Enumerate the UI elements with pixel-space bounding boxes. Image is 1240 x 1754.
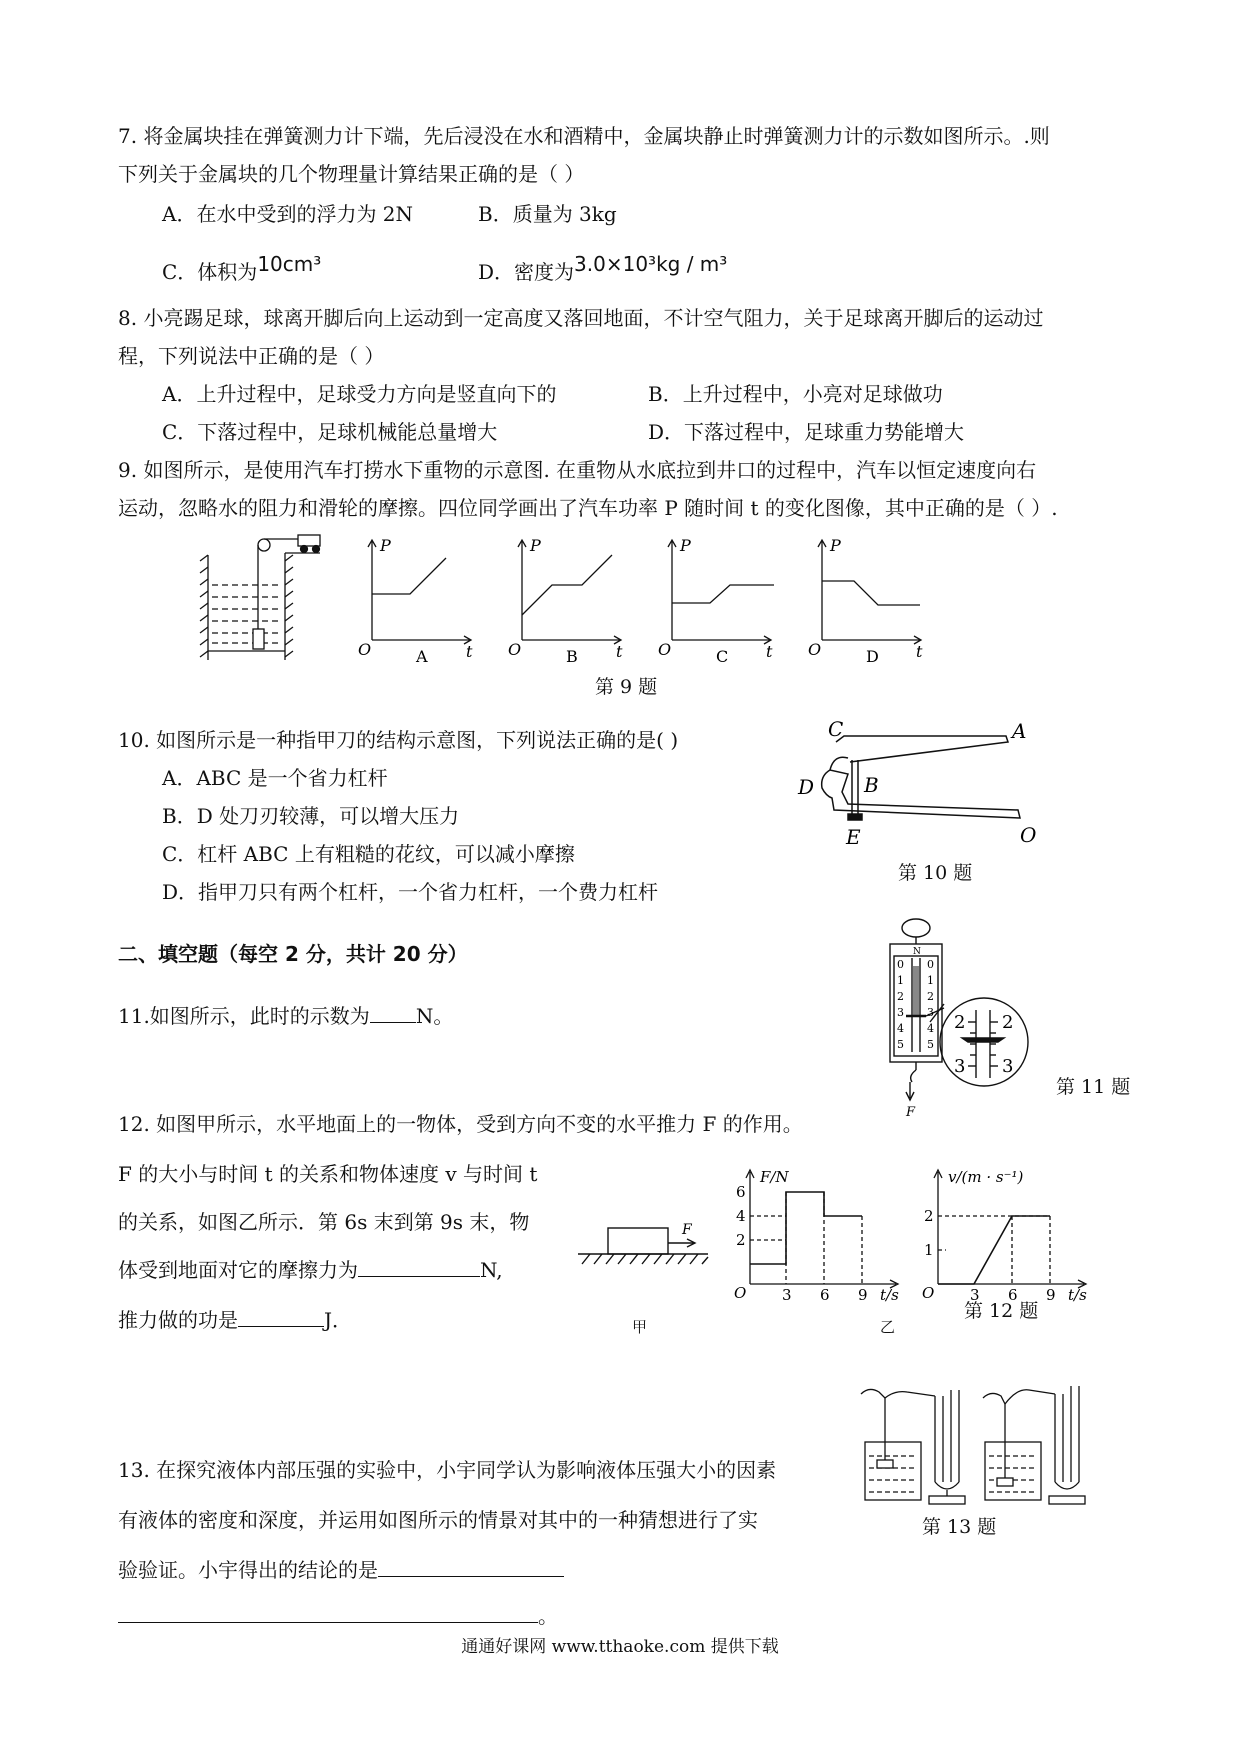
q9-graph-a — [358, 535, 478, 666]
q11-zoom-num-2-left: 2 — [954, 1012, 966, 1033]
q11-scale-num-r1: 1 — [927, 974, 934, 987]
q9-graph-d-t: t — [916, 642, 923, 661]
q12-velocity-curve — [938, 1216, 1050, 1284]
q12-stem-line2: F 的大小与时间 t 的关系和物体速度 v 与时间 t — [118, 1162, 538, 1186]
q7-option-c-prefix: C．体积为 — [162, 260, 258, 284]
q12-yi-label: 乙 — [880, 1318, 896, 1336]
q10-option-d: D．指甲刀只有两个杠杆，一个省力杠杆，一个费力杠杆 — [162, 880, 659, 904]
section2-title: 二、填空题（每空 2 分，共计 20 分） — [118, 942, 468, 966]
q12-block-f-label: F — [682, 1222, 692, 1238]
q8-option-c: C．下落过程中，足球机械能总量增大 — [162, 420, 498, 444]
q12-block-diagram — [578, 1218, 708, 1278]
q7-option-a: A．在水中受到的浮力为 2N — [162, 202, 414, 226]
q9-stem-line1: 9. 如图所示，是使用汽车打捞水下重物的示意图. 在重物从水底拉到井口的过程中，汽车以恒定速度向右 — [118, 458, 1037, 482]
q11-zoom-num-2-right: 2 — [1002, 1012, 1014, 1033]
q9-graph-c-t: t — [766, 642, 773, 661]
q9-graph-a-p: P — [380, 536, 391, 555]
q10-label-d: D — [798, 775, 815, 799]
q10-label-e: E — [846, 825, 861, 849]
q12-stem4-after: N, — [480, 1258, 503, 1282]
q13-conclusion-blank-1[interactable] — [378, 1556, 564, 1577]
q11-scale-num-r2: 2 — [927, 990, 934, 1003]
q9-graph-b-curve — [522, 555, 612, 615]
q12-force-curve — [750, 1192, 862, 1264]
q11-stem-before: 11.如图所示，此时的示数为 — [118, 1004, 370, 1028]
q10-option-c: C．杠杆 ABC 上有粗糙的花纹，可以减小摩擦 — [162, 842, 575, 866]
q12-v-graph-xtick-9: 9 — [1046, 1286, 1056, 1304]
q13-caption: 第 13 题 — [922, 1516, 997, 1538]
q13-stem-line2: 有液体的密度和深度，并运用如图所示的情景对其中的一种猜想进行了实 — [118, 1508, 758, 1532]
q9-graph-a-origin: O — [358, 640, 372, 659]
q9-graph-d-p: P — [830, 536, 841, 555]
q12-f-graph-xtick-3: 3 — [782, 1286, 792, 1304]
q12-f-graph-xtick-6: 6 — [820, 1286, 830, 1304]
q13-stem-line3 — [118, 1556, 564, 1584]
q7-option-d-prefix: D．密度为 — [478, 260, 575, 284]
q9-graph-d-curve — [822, 581, 920, 605]
q9-graph-d-label: D — [866, 647, 879, 666]
q11-scale-num-2: 2 — [897, 990, 904, 1003]
q9-graph-a-label: A — [416, 647, 428, 666]
q13-stem-line4 — [118, 1602, 558, 1630]
q11-scale-num-r0: 0 — [927, 958, 934, 971]
q7-option-b: B．质量为 3kg — [478, 202, 617, 226]
q10-label-b: B — [864, 773, 879, 797]
q9-graph-b-p: P — [530, 536, 541, 555]
q12-f-graph-origin: O — [734, 1284, 747, 1302]
q11-scale-num-r3: 3 — [927, 1006, 934, 1019]
q8-stem-line1: 8. 小亮踢足球，球离开脚后向上运动到一定高度又落回地面，不计空气阻力，关于足球离开脚后的运动过 — [118, 306, 1044, 330]
q11-spring-scale-diagram — [880, 918, 1030, 1118]
q12-f-graph-ytick-4: 4 — [736, 1207, 746, 1225]
q10-label-c: C — [828, 717, 844, 741]
q9-graph-a-t: t — [466, 642, 473, 661]
q12-friction-blank[interactable] — [358, 1256, 480, 1277]
q12-stem-line3: 的关系，如图乙所示．第 6s 末到第 9s 末，物 — [118, 1210, 530, 1234]
q7-option-c-formula: 10cm³ — [257, 252, 322, 276]
q11-scale-top: N — [913, 947, 921, 957]
q10-stem: 10. 如图所示是一种指甲刀的结构示意图，下列说法正确的是( ) — [118, 728, 679, 752]
q13-stem-line1: 13. 在探究液体内部压强的实验中，小宇同学认为影响液体压强大小的因素 — [118, 1458, 777, 1482]
q10-option-a: A．ABC 是一个省力杠杆 — [162, 766, 388, 790]
q9-salvage-diagram — [200, 535, 320, 660]
q9-graph-d-origin: O — [808, 640, 822, 659]
q11-scale-num-r4: 4 — [927, 1022, 934, 1035]
q13-conclusion-blank-2[interactable] — [118, 1602, 538, 1623]
q9-graph-c — [658, 535, 778, 666]
q11-zoom-num-3-right: 3 — [1002, 1056, 1014, 1077]
q11-force-label: F — [906, 1105, 916, 1120]
q11-scale-num-5: 5 — [897, 1038, 904, 1051]
q9-graph-b — [508, 535, 628, 666]
q11-zoom-num-3-left: 3 — [954, 1056, 966, 1077]
q9-graph-b-t: t — [616, 642, 623, 661]
q11-scale-num-r5: 5 — [927, 1038, 934, 1051]
page-footer: 通通好课网 www.tthaoke.com 提供下载 — [461, 1637, 779, 1657]
q11-answer-blank[interactable] — [370, 1002, 416, 1023]
q8-stem-line2: 程，下列说法中正确的是（ ） — [118, 344, 385, 368]
q12-f-graph-xtick-9: 9 — [858, 1286, 868, 1304]
q11-scale-num-4: 4 — [897, 1022, 904, 1035]
q9-graph-c-label: C — [716, 647, 729, 666]
q12-f-graph-ytick-6: 6 — [736, 1183, 746, 1201]
q7-option-d — [478, 252, 728, 286]
q9-stem-line2: 运动，忽略水的阻力和滑轮的摩擦。四位同学画出了汽车功率 P 随时间 t 的变化图像，其中正确的是（ ）. — [118, 496, 1058, 520]
q13-pressure-experiment-diagram — [845, 1382, 1090, 1517]
q12-stem5-before: 推力做的功是 — [118, 1308, 238, 1332]
q12-caption: 第 12 题 — [964, 1300, 1039, 1322]
q10-option-b: B．D 处刀刃较薄，可以增大压力 — [162, 804, 460, 828]
q11-stem — [118, 1002, 453, 1030]
q9-graph-d — [808, 535, 928, 666]
q10-caption: 第 10 题 — [898, 862, 973, 884]
q12-work-blank[interactable] — [238, 1306, 324, 1327]
q11-scale-num-0: 0 — [897, 958, 904, 971]
q9-graph-c-p: P — [680, 536, 691, 555]
q9-graph-c-curve — [672, 585, 774, 603]
q9-graph-a-curve — [372, 558, 446, 594]
q12-v-graph-origin: O — [922, 1284, 935, 1302]
q11-stem-after: N。 — [415, 1004, 454, 1028]
q11-caption: 第 11 题 — [1056, 1076, 1131, 1098]
q10-nail-clipper-diagram — [790, 718, 1040, 858]
q12-velocity-time-graph — [918, 1166, 1098, 1304]
q9-graph-c-origin: O — [658, 640, 672, 659]
q12-force-time-graph — [730, 1166, 905, 1304]
q8-option-d: D．下落过程中，足球重力势能增大 — [648, 420, 965, 444]
q12-v-graph-ytick-2: 2 — [924, 1207, 934, 1225]
q7-option-d-formula: 3.0×10³kg / m³ — [574, 252, 728, 276]
q13-stem3-text: 验验证。小宇得出的结论的是 — [118, 1558, 378, 1582]
q7-stem-line1: 7. 将金属块挂在弹簧测力计下端，先后浸没在水和酒精中，金属块静止时弹簧测力计的示数如图所示。.则 — [118, 124, 1050, 148]
q12-v-graph-xlabel: t/s — [1068, 1286, 1087, 1304]
q12-stem4-before: 体受到地面对它的摩擦力为 — [118, 1258, 358, 1282]
q12-stem-line5 — [118, 1306, 352, 1334]
q9-graph-b-label: B — [566, 647, 578, 666]
q12-stem-line4 — [118, 1256, 503, 1284]
q10-label-o: O — [1020, 823, 1037, 847]
q12-v-graph-ytick-1: 1 — [924, 1241, 934, 1259]
q12-v-graph-xtick-3: 3 — [970, 1286, 980, 1304]
q7-stem-line2: 下列关于金属块的几个物理量计算结果正确的是（ ） — [118, 162, 585, 186]
q12-f-graph-ytick-2: 2 — [736, 1231, 746, 1249]
q9-caption: 第 9 题 — [595, 676, 658, 698]
q9-graph-b-origin: O — [508, 640, 522, 659]
q7-option-c — [162, 252, 322, 286]
q12-jia-label: 甲 — [632, 1318, 648, 1336]
q11-scale-num-1: 1 — [897, 974, 904, 987]
q12-v-graph-ylabel: v/(m · s⁻¹) — [948, 1168, 1024, 1186]
q11-scale-num-3: 3 — [897, 1006, 904, 1019]
q12-f-graph-xlabel: t/s — [880, 1286, 899, 1304]
q13-stem4-after: 。 — [538, 1604, 558, 1628]
q12-f-graph-ylabel: F/N — [760, 1168, 789, 1186]
q8-option-a: A．上升过程中，足球受力方向是竖直向下的 — [162, 382, 557, 406]
q12-stem5-after: J． — [324, 1308, 353, 1332]
q12-v-graph-xtick-6: 6 — [1008, 1286, 1018, 1304]
q10-label-a: A — [1012, 719, 1027, 743]
q12-stem-line1: 12. 如图甲所示，水平地面上的一物体，受到方向不变的水平推力 F 的作用。 — [118, 1112, 803, 1136]
q8-option-b: B．上升过程中，小亮对足球做功 — [648, 382, 943, 406]
